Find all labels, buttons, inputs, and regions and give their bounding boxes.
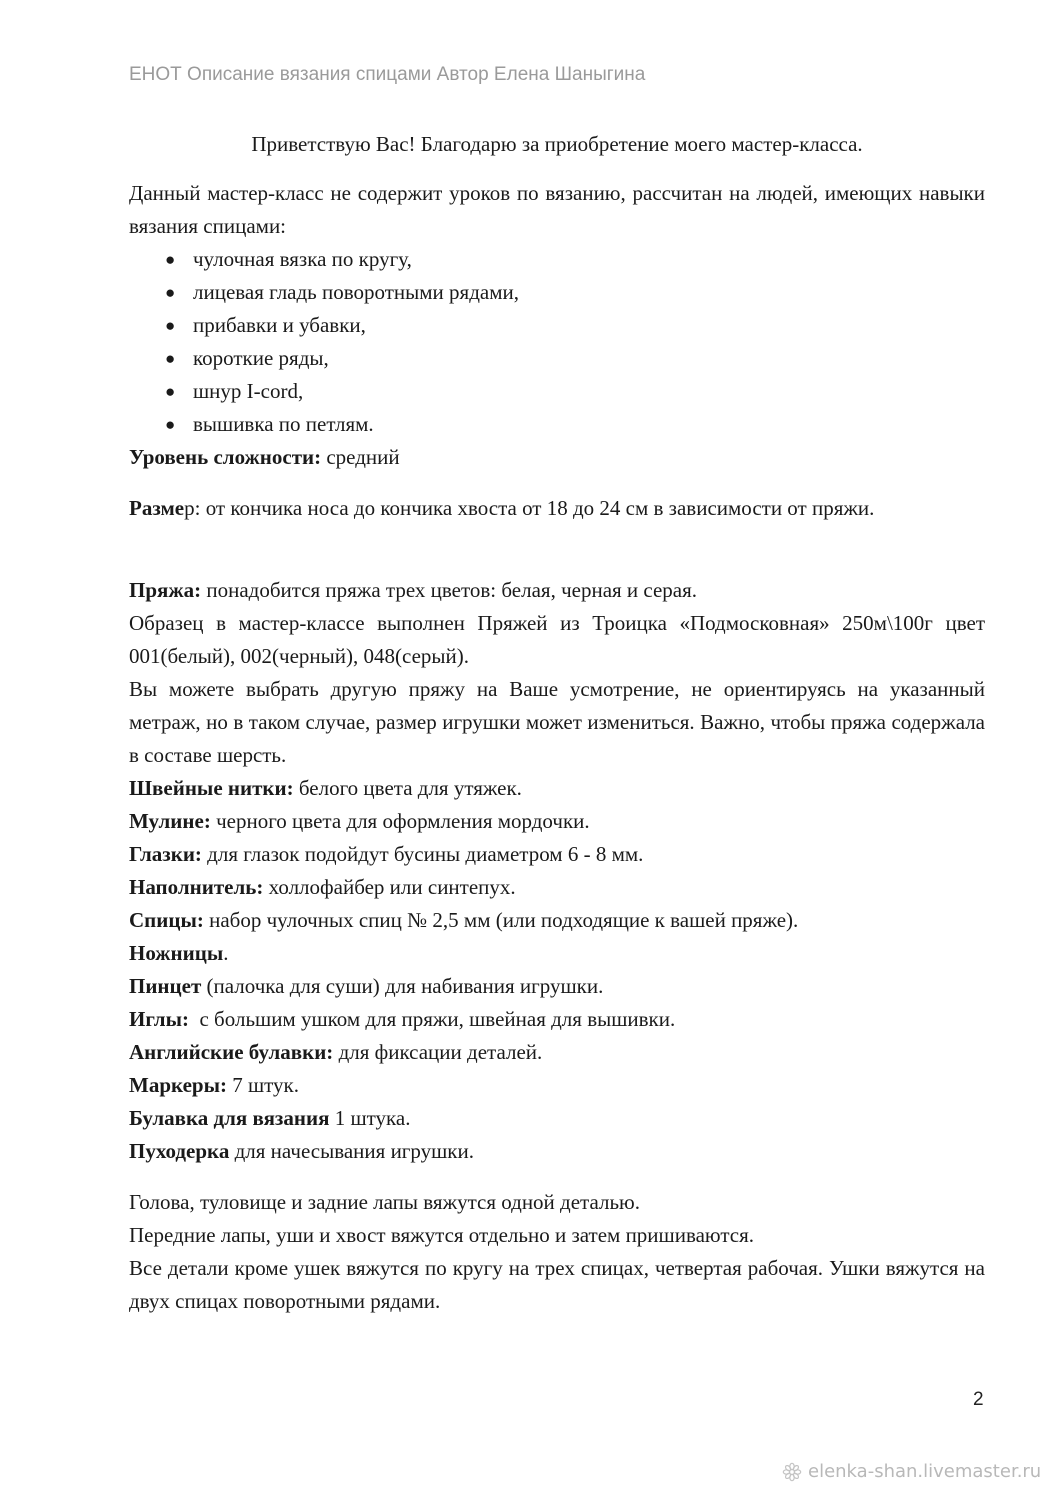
material-line — [129, 838, 985, 871]
material-label: Наполнитель: — [129, 875, 264, 899]
document-header: ЕНОТ Описание вязания спицами Автор Елена Шаныгина — [129, 64, 646, 85]
yarn-line — [129, 574, 985, 607]
bullet-icon: ● — [165, 283, 176, 302]
material-value: набор чулочных спиц № 2,5 мм (или подходящие к вашей пряже). — [203, 908, 799, 932]
material-label: Швейные нитки: — [129, 776, 294, 800]
spacer — [129, 525, 985, 574]
bullet-icon: ● — [165, 382, 176, 401]
page-number: 2 — [973, 1389, 984, 1410]
material-label: Иглы: — [129, 1007, 189, 1031]
material-value: с большим ушком для пряжи, швейная для вышивки. — [188, 1007, 676, 1031]
skill-text: вышивка по петлям. — [193, 412, 374, 436]
material-value: холлофайбер или синтепух. — [263, 875, 516, 899]
skills-list — [129, 243, 985, 441]
material-label: Спицы: — [129, 908, 204, 932]
material-line — [129, 937, 985, 970]
bullet-icon: ● — [165, 349, 176, 368]
difficulty-line — [129, 441, 985, 474]
intro-paragraph: Данный мастер-класс не содержит уроков по вязанию, рассчитан на людей, имеющих навыки вязания спицами: — [129, 181, 985, 238]
note-paragraph: Все детали кроме ушек вяжутся по кругу на трех спицах, четвертая рабочая. Ушки вяжутся на двух спицах поворотными рядами. — [129, 1256, 985, 1313]
material-value: 1 штука. — [329, 1106, 411, 1130]
size-paragraph — [129, 492, 985, 525]
skill-text: прибавки и убавки, — [193, 313, 366, 337]
material-line — [129, 1069, 985, 1102]
list-item — [129, 243, 985, 276]
material-line — [129, 805, 985, 838]
material-value: . — [223, 941, 229, 965]
list-item — [129, 309, 985, 342]
material-line — [129, 1135, 985, 1168]
bullet-icon: ● — [165, 415, 176, 434]
skill-text: чулочная вязка по кругу, — [193, 247, 412, 271]
material-label: Ножницы — [129, 941, 224, 965]
material-label: Пинцет — [129, 974, 202, 998]
material-line — [129, 904, 985, 937]
spacer — [129, 1168, 985, 1186]
material-label: Пуходерка — [129, 1139, 230, 1163]
flower-icon — [782, 1462, 802, 1482]
list-item — [129, 375, 985, 408]
yarn-label: Пряжа: — [129, 578, 202, 602]
watermark — [782, 1461, 1041, 1482]
skill-text: лицевая гладь поворотными рядами, — [193, 280, 519, 304]
list-item — [129, 342, 985, 375]
note-line: Передние лапы, уши и хвост вяжутся отдельно и затем пришиваются. — [129, 1223, 754, 1247]
material-line — [129, 970, 985, 1003]
watermark-text: elenka-shan.livemaster.ru — [808, 1461, 1042, 1482]
material-value: (палочка для суши) для набивания игрушки. — [201, 974, 604, 998]
material-label: Булавка для вязания — [129, 1106, 330, 1130]
material-label: Маркеры: — [129, 1073, 227, 1097]
material-label: Глазки: — [129, 842, 202, 866]
sample-paragraph: Образец в мастер-классе выполнен Пряжей из Троицка «Подмосковная» 250м\100г цвет 001(белый), 002(черный), 048(серый). — [129, 611, 985, 668]
list-item — [129, 276, 985, 309]
greeting-line: Приветствую Вас! Благодарю за приобретение моего мастер-класса. — [251, 132, 863, 156]
material-value: белого цвета для утяжек. — [293, 776, 522, 800]
material-value: 7 штук. — [226, 1073, 299, 1097]
material-label: Мулине: — [129, 809, 211, 833]
material-line — [129, 871, 985, 904]
material-line — [129, 772, 985, 805]
size-label: Разме — [129, 496, 185, 520]
material-line — [129, 1003, 985, 1036]
skill-text: короткие ряды, — [193, 346, 329, 370]
material-value: для начесывания игрушки. — [229, 1139, 475, 1163]
material-value: для фиксации деталей. — [333, 1040, 543, 1064]
size-label-end: р — [184, 496, 195, 520]
difficulty-label: Уровень сложности: — [129, 445, 322, 469]
material-value: для глазок подойдут бусины диаметром 6 - 8 мм. — [201, 842, 644, 866]
list-item — [129, 408, 985, 441]
material-line — [129, 1102, 985, 1135]
size-value: : от кончика носа до кончика хвоста от 18 до 24 см в зависимости от пряжи. — [194, 496, 875, 520]
material-line — [129, 1036, 985, 1069]
document-body — [129, 128, 985, 1318]
bullet-icon: ● — [165, 250, 176, 269]
skill-text: шнур I-cord, — [193, 379, 304, 403]
note-line: Голова, туловище и задние лапы вяжутся одной деталью. — [129, 1190, 640, 1214]
choice-paragraph: Вы можете выбрать другую пряжу на Ваше усмотрение, не ориентируясь на указанный метраж, но в таком случае, размер игрушки может измениться. Важно, чтобы пряжа содержала в составе шерсть. — [129, 677, 985, 767]
difficulty-value: средний — [321, 445, 400, 469]
spacer — [129, 474, 985, 492]
material-value: черного цвета для оформления мордочки. — [210, 809, 590, 833]
bullet-icon: ● — [165, 316, 176, 335]
material-label: Английские булавки: — [129, 1040, 334, 1064]
yarn-value: понадобится пряжа трех цветов: белая, черная и серая. — [201, 578, 698, 602]
